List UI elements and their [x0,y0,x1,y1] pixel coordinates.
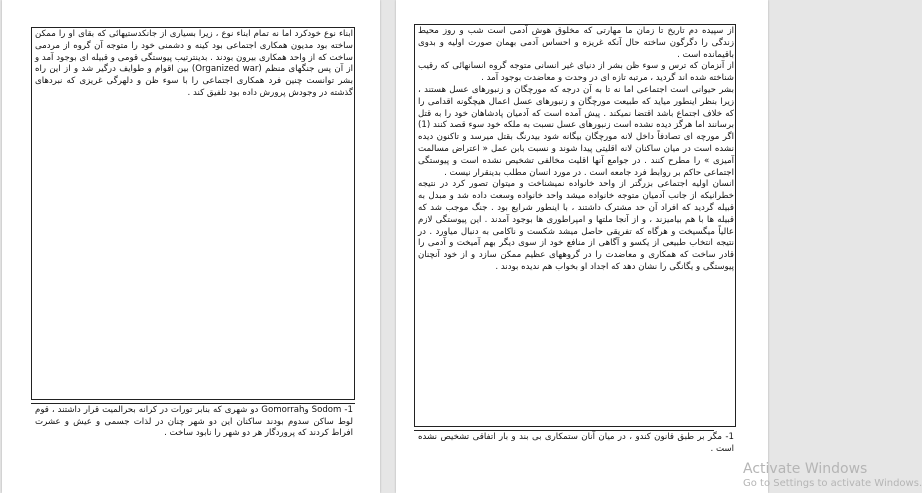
footnote-separator [414,430,714,431]
document-page-left [2,0,380,493]
paragraph: ابناء نوع خودکرد اما نه تمام ابناء نوع ، زیرا بسیاری از جانکدستیهائی که بقای او را ممکن ساخته بود مدیون همکاری اجتماعی بود کینه و دشمنی خود را متوجه آن گروه از مردمی ساخت که از واحد همکاری بیرون بودند . بدینترتیب پیوستگی قومی و قبیله ای بوجود آمد و از آن پس جنگهای منظم (Organized war) بین اقوام و طوایف درگیر شد و از این راه بشر توانست چنین فرد همکاری اجتماعی را با سوء ظن و دلهرگی غریزی که نبردهای گذشته در وجودش پرورش داده بود تلفیق کند . [35,29,354,98]
paragraph: انسان اولیه اجتماعی بزرگتر از واحد خانواده نمیشناخت و میتوان تصور کرد در نتیجه خطرانیکه از جانب آدمیان متوجه خانواده میشد واحد خانواده وسعت داده شد و مبدل به قبیله گردید که افراد آن حد مشترک داشتند ، با اینطور شرایع بود . جنگ موجب شد که قبیله ها با هم بیامیزند ، و از آنجا ملتها و امپراطوری ها بوجود آمدند . این پیوستگی لازم عالیاً میگسیخت و هرگاه که تفریقی حاصل میشد شکست و ناکامی به دنبال میاورد . در نتیجه انتخاب طبیعی از یکسو و آگاهی از منافع خود از سوی دیگر بهم آمیخت و آدمی را قادر ساخت که همکاری و معاضدت را در گروههای عظیم ممکن سازد و از خود آنچنان پیوستگی و یگانگی را نشان دهد که اجداد او بخواب هم ندیده بودند . [418,179,734,272]
paragraph: از آنزمان که ترس و سوء ظن بشر از دنیای غیر انسانی متوجه گروه انسانهائی که رقیب شناخته شده اند گردید ، مرتبه تازه ای در وحدت و معاضدت بوجود آمد . [418,61,734,84]
footnote [35,405,353,440]
watermark-line-2: Go to Settings to activate Windows. [743,478,922,489]
watermark-line-1: Activate Windows [743,461,868,477]
body-text [35,29,353,100]
body-text [418,26,734,274]
activation-watermark [743,460,922,493]
paragraph: بشر حیوانی است اجتماعی اما نه تا به آن درجه که مورچگان و زنبورهای عسل هستند ، زیرا بنظر اینطور میاید که طبیعت مورچگان و زنبورهای عسل اعمال هیچگونه اقدامی را که خلاف اجتماع باشد اقتضا نمیکند . پیش آمده است که آدمیان پادشاهان خود را به قتل برسانند اما هرگز دیده نشده است زنبورهای عسل نسبت به ملکه خود سوء قصد کنند (1) اگر مورچه ای تصادفاً داخل لانه مورچگان بیگانه شود بیدرنگ بقتل میرسد و تاکنون دیده نشده است در میان ساکنان لانه اقلیتی پیدا شوند و نسبت بابن عمل « اعتراض مسالمت آمیزی » را مطرح کنند . در جوامع آنها اقلیت مخالفی تشخیص نشده است و پیوستگی اجتماعی حاکم بر روابط فرد جامعه است . در مورد انسان مطلب بدینقرار نیست . [418,84,734,178]
footnote-text: 1- Sodom وGomorrah دو شهری که بنابر تورات در کرانه بحرالمیت قرار داشتند ، قوم لوط ساکن سدوم بودند ساکنان این دو شهر چنان در لذات جسمی و عیش و عشرت افراط کردند که پروردگار هر دو شهر را نابود ساخت . [35,405,353,438]
paragraph: از سپیده دم تاریخ تا زمان ما مهارتی که مخلوق هوش آدمی است شب و روز محیط زندگی را دگرگون ساخته حال آنکه غریزه و احساس آدمی بهمان صورت اولیه و بدوی باقیمانده است . [418,26,734,60]
document-page-right [396,0,768,493]
footnote-text: 1- مگر بر طبق قانون کندو ، در میان آنان ستمکاری بی بند و بار اتفاقی تشخیص نشده است . [418,432,734,454]
footnote [418,432,734,455]
footnote-separator [31,403,355,404]
